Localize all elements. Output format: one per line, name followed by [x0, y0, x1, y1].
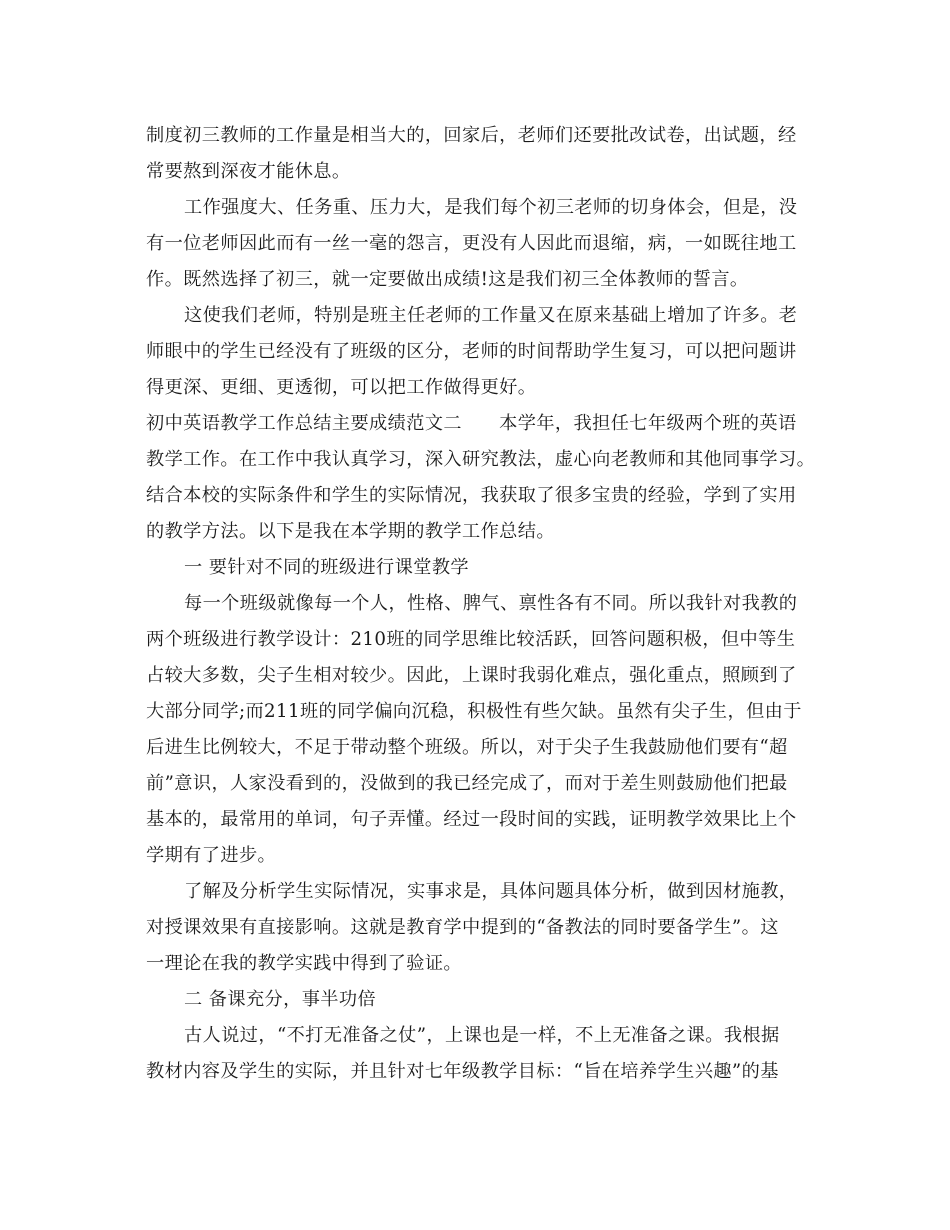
- text-line: 有一位老师因此而有一丝一毫的怨言，更没有人因此而退缩，病，一如既往地工: [146, 233, 797, 254]
- subheading-line: 一 要针对不同的班级进行课堂教学: [184, 557, 469, 578]
- text-line: 两个班级进行教学设计：210班的同学思维比较活跃，回答问题积极，但中等生: [146, 629, 796, 650]
- text-line: 古人说过，“不打无准备之仗”，上课也是一样，不上无准备之课。我根据: [184, 1025, 780, 1046]
- subheading-line: 二 备课充分，事半功倍: [184, 989, 377, 1010]
- text-line: 教学工作。在工作中我认真学习，深入研究教法，虚心向老教师和其他同事学习。: [146, 449, 816, 470]
- text-line: 这使我们老师，特别是班主任老师的工作量又在原来基础上增加了许多。老: [184, 305, 798, 326]
- text-line: 制度初三教师的工作量是相当大的，回家后，老师们还要批改试卷，出试题，经: [146, 125, 797, 146]
- text-line: 了解及分析学生实际情况，实事求是，具体问题具体分析，做到因材施教，: [184, 881, 798, 902]
- text-line: 前”意识，人家没看到的，没做到的我已经完成了，而对于差生则鼓励他们把最: [146, 773, 788, 794]
- text-line: 结合本校的实际条件和学生的实际情况，我获取了很多宝贵的经验，学到了实用: [146, 485, 797, 506]
- text-line: 学期有了进步。: [146, 845, 277, 866]
- text-line: 后进生比例较大，不足于带动整个班级。所以，对于尖子生我鼓励他们要有“超: [146, 737, 788, 758]
- text-line: 一理论在我的教学实践中得到了验证。: [146, 953, 462, 974]
- text-line: 的教学方法。以下是我在本学期的教学工作总结。: [146, 521, 555, 542]
- text-line: 对授课效果有直接影响。这就是教育学中提到的“备教法的同时要备学生”。这: [146, 917, 779, 938]
- text-line: 师眼中的学生已经没有了班级的区分，老师的时间帮助学生复习，可以把问题讲: [146, 341, 797, 362]
- text-line: 得更深、更细、更透彻，可以把工作做得更好。: [146, 377, 537, 398]
- document-body: [146, 118, 814, 1090]
- text-line: 每一个班级就像每一个人，性格、脾气、禀性各有不同。所以我针对我教的: [184, 593, 798, 614]
- text-line: 大部分同学;而211班的同学偏向沉稳，积极性有些欠缺。虽然有尖子生，但由于: [146, 701, 802, 722]
- text-line: 工作强度大、任务重、压力大，是我们每个初三老师的切身体会，但是，没: [184, 197, 798, 218]
- text-line: 占较大多数，尖子生相对较少。因此，上课时我弱化难点，强化重点，照顾到了: [146, 665, 797, 686]
- text-line: 常要熬到深夜才能休息。: [146, 161, 351, 182]
- section-title-line: 初中英语教学工作总结主要成绩范文二 本学年，我担任七年级两个班的英语: [146, 413, 797, 434]
- text-line: 作。既然选择了初三，就一定要做出成绩!这是我们初三全体教师的誓言。: [146, 269, 749, 290]
- text-line: 教材内容及学生的实际，并且针对七年级教学目标：“旨在培养学生兴趣”的基: [146, 1061, 779, 1082]
- text-line: 基本的，最常用的单词，句子弄懂。经过一段时间的实践，证明教学效果比上个: [146, 809, 797, 830]
